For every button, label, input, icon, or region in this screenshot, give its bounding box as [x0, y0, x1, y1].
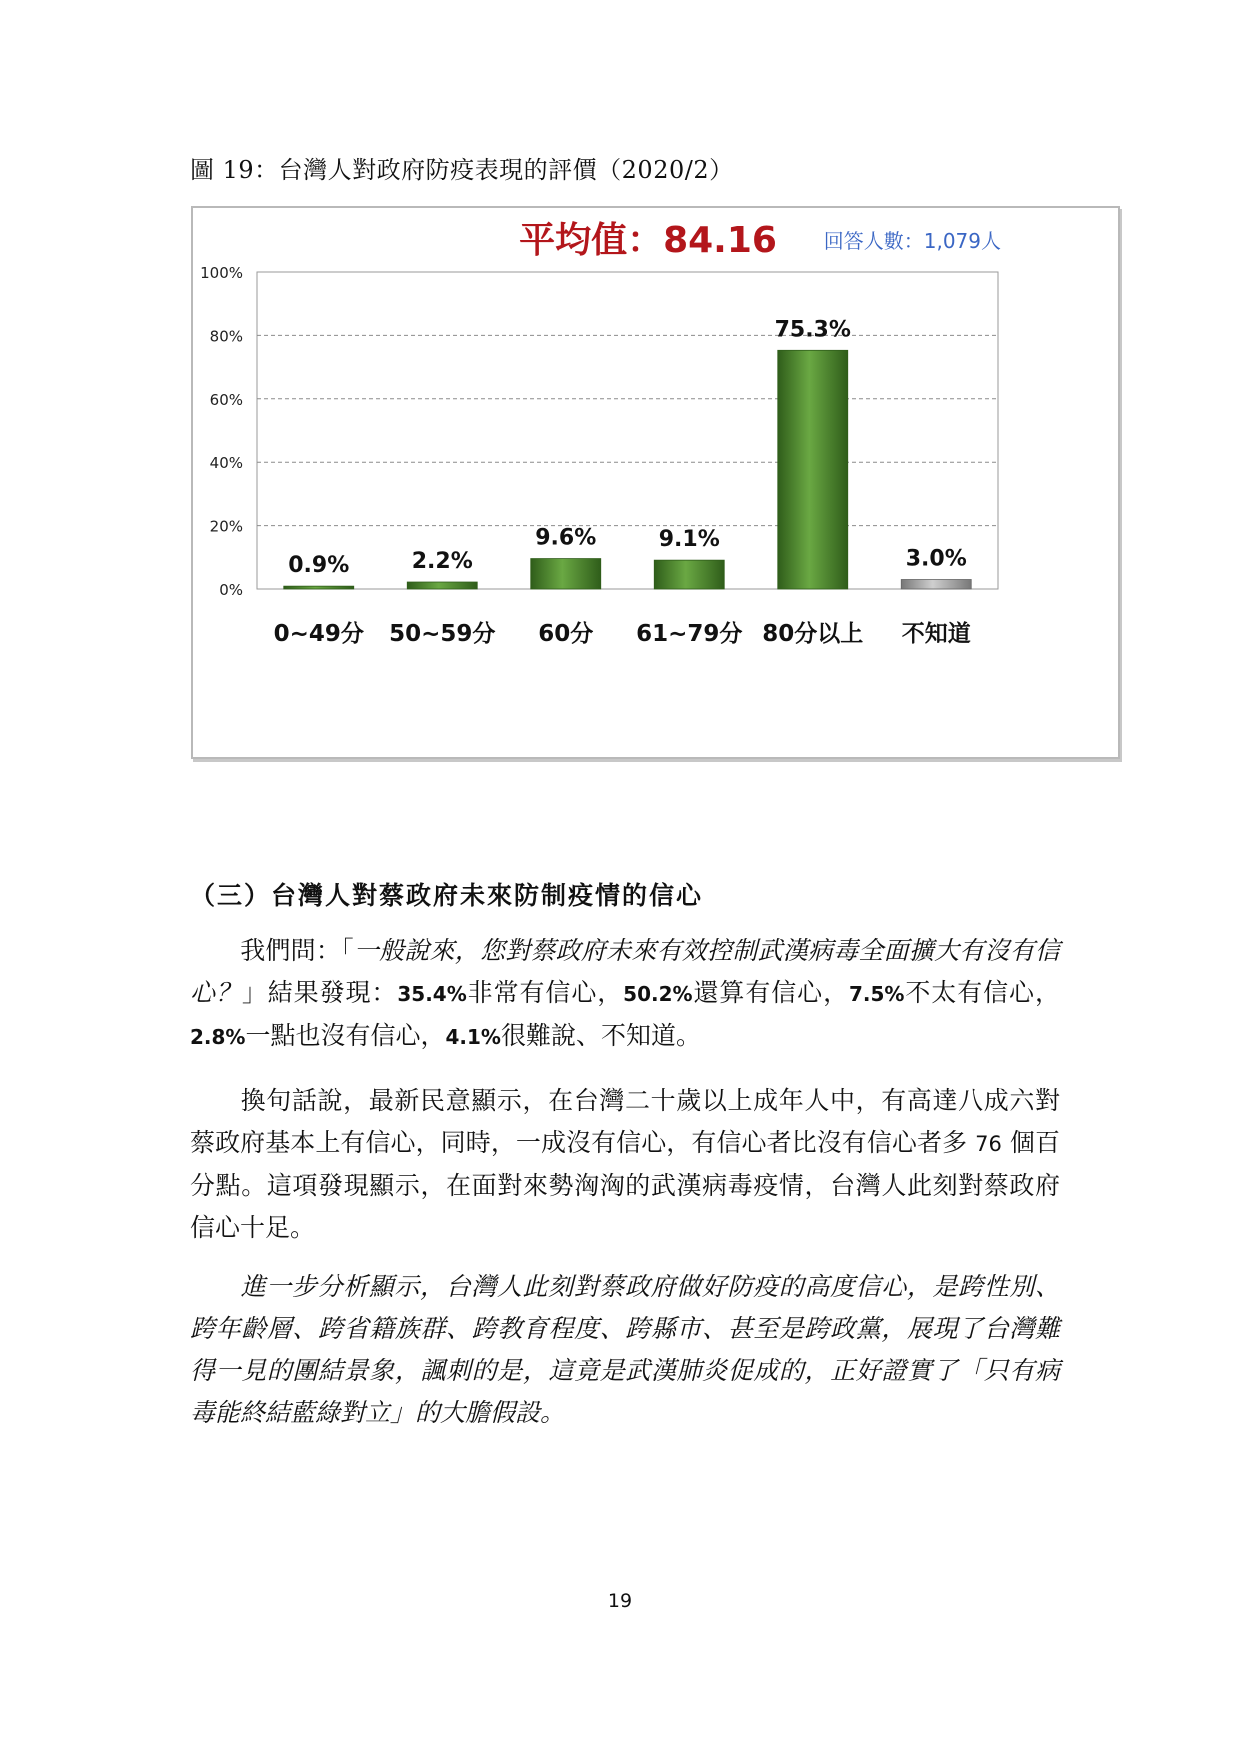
result-4-number: 2.8%: [190, 1025, 246, 1049]
question-close: 」結果發現：: [241, 978, 398, 1007]
x-category-label: 61~79分: [636, 621, 743, 647]
paragraph-further-analysis: [190, 1266, 1060, 1434]
question-lead: 我們問：「: [240, 936, 354, 965]
bar: [778, 350, 848, 589]
bar: [284, 586, 354, 589]
plot-area: [257, 272, 998, 589]
result-1-number: 35.4%: [397, 982, 467, 1006]
bar-data-label: 9.1%: [658, 527, 720, 553]
x-category-label: 不知道: [901, 621, 971, 647]
interpretation-part-1: 換句話說，最新民意顯示，在台灣二十歲以上成年人中，有高達八成六對蔡政府基本上有信心，同時，一成沒有信心，有信心者比沒有信心者多: [190, 1086, 1060, 1157]
bar-data-label: 2.2%: [411, 549, 473, 575]
y-tick-label: 80%: [209, 327, 243, 346]
result-5-number: 4.1%: [445, 1025, 501, 1049]
section-heading: （三）台灣人對蔡政府未來防制疫情的信心: [190, 881, 704, 910]
y-tick-label: 100%: [200, 264, 243, 282]
bar: [531, 559, 601, 589]
bar-data-label: 3.0%: [905, 546, 967, 572]
bar-data-label: 0.9%: [288, 553, 350, 579]
chart-average-title: 平均值：84.16: [519, 220, 777, 261]
y-tick-label: 0%: [219, 581, 243, 599]
result-2-number: 50.2%: [623, 982, 693, 1006]
result-4-text: 一點也沒有信心，: [245, 1021, 446, 1050]
y-tick-label: 60%: [209, 390, 243, 409]
survey-question: 一般說來，您對蔡政府未來有效控制武漢病毒全面擴大有沒有信心？: [190, 936, 1060, 1007]
interpretation-part-2: 個百分點。這項發現顯示，在面對來勢洶洶的武漢病毒疫情，台灣人此刻對蔡政府信心十足。: [190, 1128, 1060, 1242]
x-category-label: 0~49分: [273, 621, 364, 647]
bar: [654, 560, 724, 589]
chart-svg: [193, 208, 1118, 757]
x-category-label: 50~59分: [389, 621, 496, 647]
further-analysis-text: 進一步分析顯示，台灣人此刻對蔡政府做好防疫的高度信心，是跨性別、跨年齡層、跨省籍族群、跨教育程度、跨縣市、甚至是跨政黨，展現了台灣難得一見的團結景象，諷刺的是，這竟是武漢肺炎促成的，正好證實了「只有病毒能終結藍綠對立」的大膽假設。: [190, 1272, 1060, 1427]
y-tick-label: 20%: [209, 517, 243, 536]
figure-caption: 圖 19：台灣人對政府防疫表現的評價（2020/2）: [190, 156, 734, 184]
result-1-text: 非常有信心，: [466, 978, 624, 1007]
result-3-number: 7.5%: [848, 982, 905, 1006]
page-number: 19: [607, 1590, 633, 1612]
result-2-text: 還算有信心，: [692, 978, 849, 1007]
bar-chart: [191, 206, 1120, 759]
y-tick-label: 40%: [209, 454, 243, 473]
bar: [407, 582, 477, 589]
bar: [901, 579, 971, 589]
result-5-text: 很難說、不知道。: [500, 1021, 701, 1050]
bar-data-label: 75.3%: [774, 317, 851, 343]
paragraph-interpretation: [190, 1080, 1060, 1249]
result-3-text: 不太有信心，: [904, 978, 1060, 1007]
bar-data-label: 9.6%: [535, 525, 597, 551]
paragraph-survey-results: [190, 930, 1060, 1058]
x-category-label: 60分: [538, 621, 594, 647]
interpretation-number: 76: [975, 1132, 1002, 1156]
chart-respondents-count: 回答人數：1,079人: [823, 229, 1001, 253]
x-category-label: 80分以上: [762, 621, 864, 647]
